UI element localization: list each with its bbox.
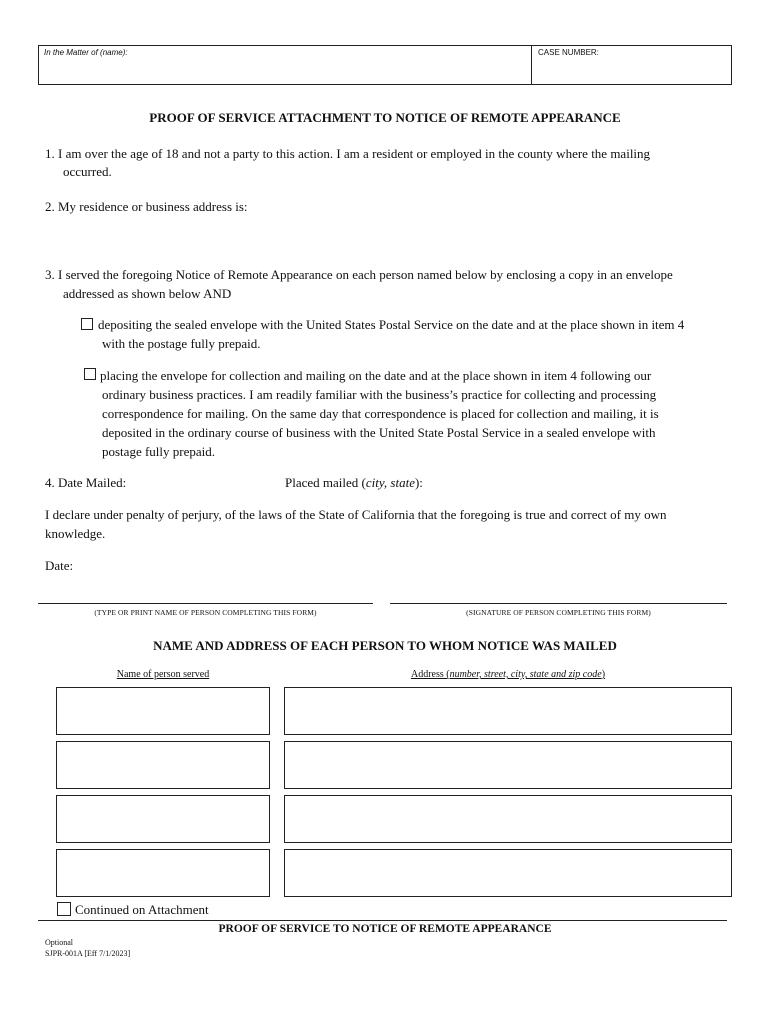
continued-on-attachment-label: Continued on Attachment bbox=[75, 902, 209, 917]
served-address-field-1[interactable] bbox=[284, 687, 732, 735]
place-mailed-field[interactable] bbox=[438, 473, 728, 492]
item-3-line-1: 3. I served the foregoing Notice of Remote Appearance on each person named below by enclosing a copy in an envelope bbox=[45, 267, 673, 282]
option-collection-line-1: placing the envelope for collection and mailing on the date and at the place shown in item 4 following our bbox=[100, 368, 652, 383]
declaration-line-2: knowledge. bbox=[45, 526, 106, 541]
option-deposit-checkbox[interactable] bbox=[81, 318, 93, 330]
item-1-line-1: 1. I am over the age of 18 and not a party to this action. I am a resident or employed in the county where the mailing bbox=[45, 146, 651, 161]
declaration-date-label: Date: bbox=[45, 558, 74, 573]
signature-caption: (SIGNATURE OF PERSON COMPLETING THIS FORM) bbox=[466, 608, 651, 617]
date-mailed-field[interactable] bbox=[135, 473, 275, 492]
served-address-field-3[interactable] bbox=[284, 795, 732, 843]
option-collection-line-5: postage fully prepaid. bbox=[102, 444, 215, 459]
declaration-date-field[interactable] bbox=[80, 556, 280, 575]
address-field[interactable] bbox=[270, 197, 730, 247]
option-collection-line-2: ordinary business practices. I am readily familiar with the business’s practice for collecting and processing bbox=[102, 387, 657, 402]
item-2-address-label: 2. My residence or business address is: bbox=[45, 199, 248, 214]
declaration-line-1: I declare under penalty of perjury, of the laws of the State of California that the foregoing is true and correct of my own bbox=[45, 507, 667, 522]
address-column-header: Address (number, street, city, state and zip code) bbox=[410, 669, 606, 680]
case-header-divider bbox=[531, 45, 532, 85]
form-id: SJPR-001A [Eff 7/1/2023] bbox=[45, 949, 131, 958]
date-mailed-label: 4. Date Mailed: bbox=[45, 475, 127, 490]
served-section-title: NAME AND ADDRESS OF EACH PERSON TO WHOM NOTICE WAS MAILED bbox=[153, 638, 617, 653]
case-number-field[interactable] bbox=[534, 60, 729, 83]
matter-name-field[interactable] bbox=[40, 60, 528, 83]
printed-name-caption: (TYPE OR PRINT NAME OF PERSON COMPLETING THIS FORM) bbox=[94, 608, 317, 617]
served-name-field-1[interactable] bbox=[56, 687, 270, 735]
option-deposit-line-1: depositing the sealed envelope with the United States Postal Service on the date and at the place shown in item 4 bbox=[98, 317, 685, 332]
served-name-field-2[interactable] bbox=[56, 741, 270, 789]
served-name-field-3[interactable] bbox=[56, 795, 270, 843]
case-number-label: CASE NUMBER: bbox=[538, 48, 599, 57]
optional-label: Optional bbox=[45, 938, 73, 947]
signature-line[interactable] bbox=[390, 603, 727, 604]
option-deposit-line-2: with the postage fully prepaid. bbox=[102, 336, 261, 351]
item-3-line-2: addressed as shown below AND bbox=[63, 286, 232, 301]
footer-rule bbox=[38, 920, 727, 921]
page-title: PROOF OF SERVICE ATTACHMENT TO NOTICE OF REMOTE APPEARANCE bbox=[149, 110, 621, 125]
matter-name-label: In the Matter of (name): bbox=[44, 48, 128, 57]
item-1-line-2: occurred. bbox=[63, 164, 112, 179]
option-collection-checkbox[interactable] bbox=[84, 368, 96, 380]
option-collection-line-3: correspondence for mailing. On the same day that correspondence is placed for collection and mailing, it is bbox=[102, 406, 659, 421]
option-collection-line-4: deposited in the ordinary course of business with the United State Postal Service in a sealed envelope with bbox=[102, 425, 656, 440]
printed-name-line[interactable] bbox=[38, 603, 373, 604]
name-column-header: Name of person served bbox=[116, 669, 210, 680]
continued-on-attachment-checkbox[interactable] bbox=[57, 902, 71, 916]
footer-title: PROOF OF SERVICE TO NOTICE OF REMOTE APPEARANCE bbox=[218, 923, 552, 935]
served-address-field-4[interactable] bbox=[284, 849, 732, 897]
place-mailed-label: Placed mailed (city, state): bbox=[285, 475, 423, 490]
served-name-field-4[interactable] bbox=[56, 849, 270, 897]
served-address-field-2[interactable] bbox=[284, 741, 732, 789]
